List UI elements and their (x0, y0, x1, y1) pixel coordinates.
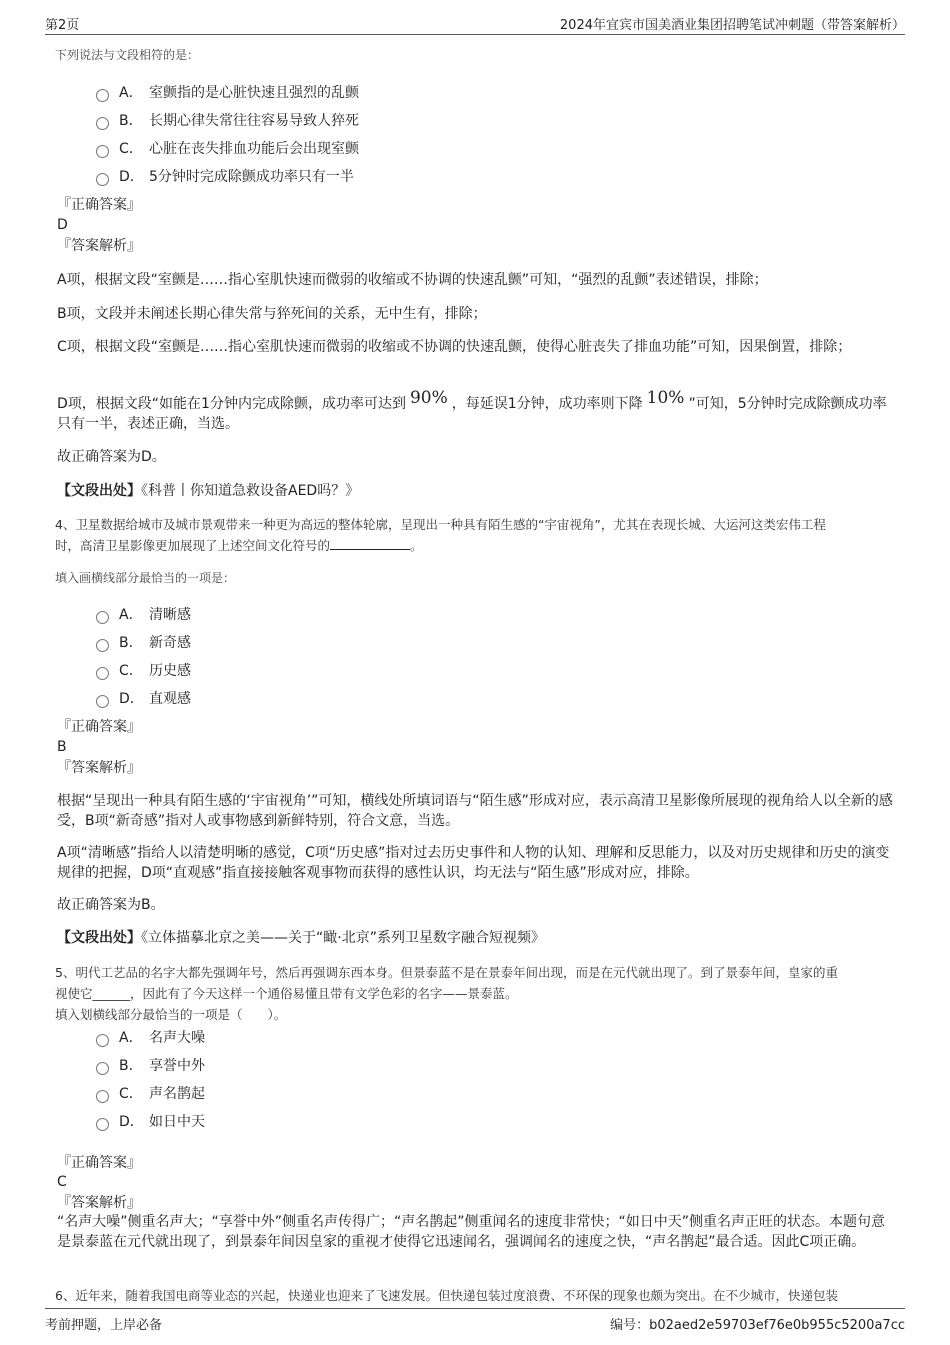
q3-analysis-b: B项，文段并未阐述长期心律失常与猝死间的关系，无中生有，排除； (57, 306, 487, 322)
q4-option-a[interactable]: A． 清晰感 (96, 604, 191, 626)
radio-icon[interactable] (96, 639, 109, 652)
q3-answer: D (57, 217, 68, 233)
q6-stem: 6、近年来，随着我国电商等业态的兴起，快递业也迎来了飞速发展。但快递包装过度浪费、不环保的现象也颇为突出。在不少城市，快递包装 (55, 1288, 838, 1303)
radio-icon[interactable] (96, 611, 109, 624)
q4-answer: B (57, 739, 67, 755)
q3-option-b[interactable]: B． 长期心律失常往往容易导致人猝死 (96, 110, 359, 132)
q5-analysis-label: 『答案解析』 (57, 1195, 141, 1211)
footer-slogan: 考前押题，上岸必备 (45, 1318, 163, 1333)
radio-icon[interactable] (96, 1118, 109, 1131)
q3-option-d[interactable]: D． 5分钟时完成除颤成功率只有一半 (96, 166, 354, 188)
q5-option-a[interactable]: A． 名声大噪 (96, 1027, 205, 1049)
document-code: 编号：b02aed2e59703ef76e0b955c5200a7cc (610, 1318, 905, 1333)
q3-conclusion: 故正确答案为D。 (57, 449, 166, 465)
q4-option-d[interactable]: D． 直观感 (96, 688, 191, 710)
radio-icon[interactable] (96, 667, 109, 680)
q4-conclusion: 故正确答案为B。 (57, 897, 165, 913)
q3-analysis-label: 『答案解析』 (57, 238, 141, 254)
q5-option-b[interactable]: B． 享誉中外 (96, 1055, 205, 1077)
radio-icon[interactable] (96, 117, 109, 130)
math-90-percent: 90% (409, 388, 448, 408)
q3-option-c[interactable]: C． 心脏在丧失排血功能后会出现室颤 (96, 138, 359, 160)
q3-analysis-c: C项，根据文段“室颤是……指心室肌快速而微弱的收缩或不协调的快速乱颤，使得心脏丧失了排血功能”可知，因果倒置，排除； (57, 339, 852, 355)
math-10-percent: 10% (646, 388, 685, 408)
page-header (45, 12, 905, 35)
page-footer (45, 1308, 905, 1333)
q4-source: 【文段出处】《立体描摹北京之美——关于“瞰·北京”系列卫星数字融合短视频》 (57, 930, 545, 946)
q4-option-b[interactable]: B． 新奇感 (96, 632, 191, 654)
q5-option-d[interactable]: D． 如日中天 (96, 1111, 205, 1133)
q3-option-a[interactable]: A． 室颤指的是心脏快速且强烈的乱颤 (96, 82, 359, 104)
q5-analysis: “名声大噪”侧重名声大；“享誉中外”侧重名声传得广；“声名鹊起”侧重闻名的速度非常快；“如日中天”侧重名声正旺的状态。本题句意是景泰蓝在元代就出现了，到景泰年间因皇家的重视才使得它迅速闻名，强调闻名的速度之快，“声名鹊起”最合适。因此C项正确。 (57, 1214, 886, 1250)
radio-icon[interactable] (96, 1034, 109, 1047)
radio-icon[interactable] (96, 173, 109, 186)
q4-analysis-1: 根据“呈现出一种具有陌生感的‘宇宙视角’”可知，横线处所填词语与“陌生感”形成对应，表示高清卫星影像所展现的视角给人以全新的感受，B项“新奇感”指对人或事物感到新鲜特别，符合文意，当选。 (57, 793, 893, 829)
q3-source: 【文段出处】《科普丨你知道急救设备AED吗？》 (57, 483, 360, 499)
radio-icon[interactable] (96, 145, 109, 158)
q5-answer-label: 『正确答案』 (57, 1155, 141, 1171)
q3-analysis-d: D项，根据文段“如能在1分钟内完成除颤，成功率可达到 90% ，每延误1分钟，成功率则下降 10% ”可知，5分钟时完成除颤成功率只有一半，表述正确，当选。 (57, 388, 887, 432)
radio-icon[interactable] (96, 695, 109, 708)
q3-analysis-a: A项，根据文段“室颤是……指心室肌快速而微弱的收缩或不协调的快速乱颤”可知，“强烈的乱颤”表述错误，排除； (57, 272, 768, 288)
q4-option-c[interactable]: C． 历史感 (96, 660, 191, 682)
q4-analysis-2: A项“清晰感”指给人以清楚明晰的感觉，C项“历史感”指对过去历史事件和人物的认知、理解和反思能力，以及对历史规律和历史的演变规律的把握，D项“直观感”指直接接触客观事物而获得的感性认识，均无法与“陌生感”形成对应，排除。 (57, 845, 890, 881)
fill-blank (330, 537, 410, 550)
page-number: 第2页 (45, 18, 80, 33)
q4-analysis-label: 『答案解析』 (57, 760, 141, 776)
q5-answer: C (57, 1174, 67, 1190)
radio-icon[interactable] (96, 1062, 109, 1075)
q3-answer-label: 『正确答案』 (57, 197, 141, 213)
radio-icon[interactable] (96, 89, 109, 102)
document-title: 2024年宜宾市国美酒业集团招聘笔试冲刺题（带答案解析） (559, 18, 905, 33)
q4-stem: 4、卫星数据给城市及城市景观带来一种更为高远的整体轮廓，呈现出一种具有陌生感的“宇宙视角”，尤其在表现长城、大运河这类宏伟工程 时，高清卫星影像更加展现了上述空间文化符号的 。 (55, 517, 826, 553)
q4-prompt: 填入画横线部分最恰当的一项是： (55, 571, 236, 585)
q4-answer-label: 『正确答案』 (57, 719, 141, 735)
q5-stem: 5、明代工艺品的名字大都先强调年号，然后再强调东西本身。但景泰蓝不是在景泰年间出现，而是在元代就出现了。到了景泰年间，皇家的重 视使它______，因此有了今天这样一个通俗易懂且带有文学色彩的名字——景泰蓝。 填入划横线部分最恰当的一项是（ ）。 (55, 965, 838, 1022)
q5-option-c[interactable]: C． 声名鹊起 (96, 1083, 205, 1105)
radio-icon[interactable] (96, 1090, 109, 1103)
q3-prompt: 下列说法与文段相符的是： (55, 48, 200, 62)
